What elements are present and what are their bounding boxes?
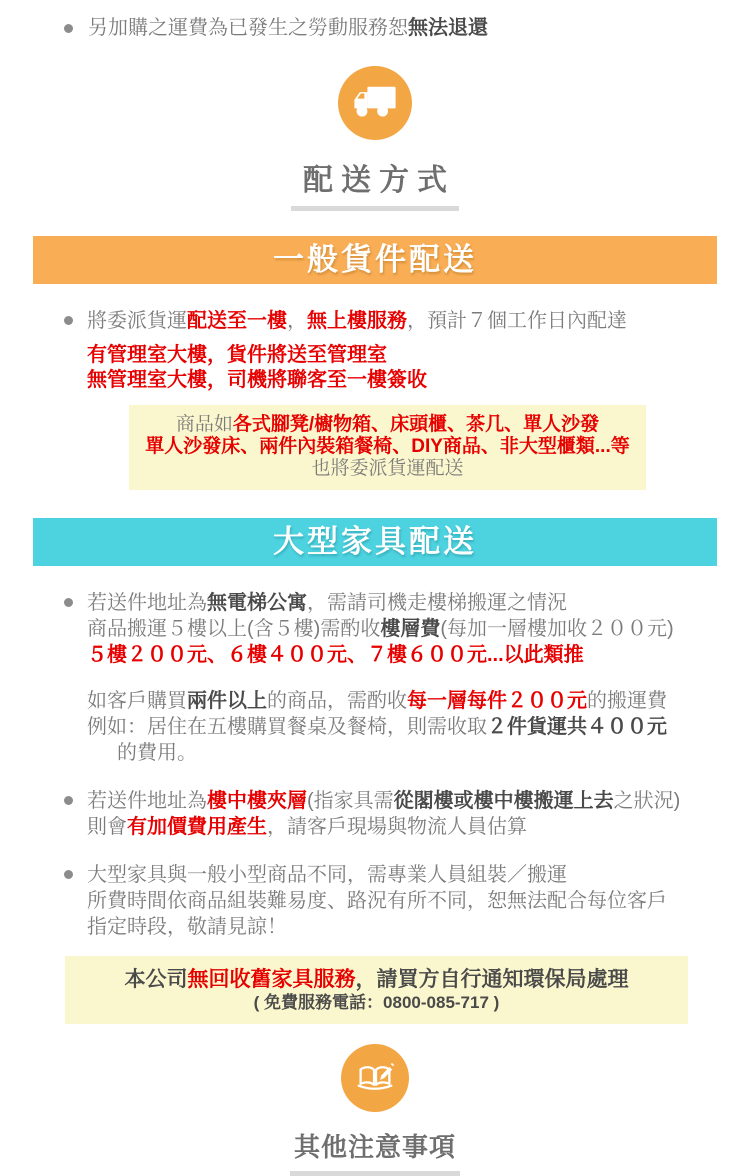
extra-shipping-fee-note-text: 另加購之運費為已發生之勞動服務恕無法退還 [88,17,488,39]
no-recycle-note-box [65,956,688,1024]
assembly-time-bullet [64,862,706,940]
mezzanine-bullet [64,788,706,840]
without-management-office-line: 無管理室大樓，司機將聯客至一樓簽收 [87,369,427,391]
walkup-line-2: 商品搬運５樓以上(含５樓)需酌收樓層費(每加一層樓加收２００元) [87,618,674,640]
multi-item-fee-paragraph [64,688,706,766]
large-furniture-content [0,566,750,940]
bullet-dot [64,870,73,879]
multi-item-line-1: 如客戶購買兩件以上的商品，需酌收每一層每件２００元的搬運費 [87,690,667,712]
note-box-line: 商品如各式腳凳/櫥物箱、床頭櫃、茶几、單人沙發 [175,414,600,435]
multi-item-line-3: 的費用。 [117,742,197,764]
extra-shipping-fee-note [0,0,750,41]
walkup-apartment-bullet [64,590,706,668]
mezzanine-line-2: 則會有加價費用產生，請客戶現場與物流人員估算 [87,816,527,838]
book-pen-icon [341,1044,409,1112]
bullet-dot [64,796,73,805]
other-notes-header [0,1044,750,1176]
assembly-line-3: 指定時段，敬請見諒！ [87,916,287,938]
assembly-line-2: 所費時間依商品組裝難易度、路況有所不同，恕無法配合每位客戶 [87,890,667,912]
multi-item-line-2: 例如：居住在五樓購買餐桌及餐椅，則需收取２件貨運共４００元 [87,716,667,738]
no-recycle-line: 本公司無回收舊家具服務，請買方自行通知環保局處理 [124,968,629,991]
delivery-method-title: 配送方式 [291,155,459,211]
general-delivery-banner: 一般貨件配送 [33,236,717,284]
assembly-line-1: 大型家具與一般小型商品不同，需專業人員組裝／搬運 [87,864,567,886]
service-phone-line: ( 免費服務電話：0800-085-717 ) [253,993,500,1012]
general-items-note-box [129,405,646,490]
management-office-notes [64,343,706,393]
bullet-dot [64,24,73,33]
truck-icon [338,66,412,140]
note-box-line: 單人沙發床、兩件內裝箱餐椅、DIY商品、非大型櫃類...等 [145,436,630,457]
large-furniture-banner: 大型家具配送 [33,518,717,566]
walkup-line-1: 若送件地址為無電梯公寓，需請司機走樓梯搬運之情況 [87,592,567,614]
walkup-line-3: ５樓２００元、６樓４００元、７樓６００元...以此類推 [87,644,584,666]
bullet-dot [64,316,73,325]
with-management-office-line: 有管理室大樓，貨件將送至管理室 [87,344,387,366]
bullet-dot [64,598,73,607]
general-delivery-content [0,284,750,490]
delivery-method-header [0,66,750,211]
mezzanine-line-1: 若送件地址為樓中樓夾層(指家具需從閣樓或樓中樓搬運上去之狀況) [87,790,681,812]
other-notes-title: 其他注意事項 [290,1127,460,1176]
general-delivery-bullet [64,308,706,334]
general-delivery-bullet-text: 將委派貨運配送至一樓，無上樓服務，預計７個工作日內配達 [87,310,627,332]
note-box-line: 也將委派貨運配送 [311,458,464,479]
